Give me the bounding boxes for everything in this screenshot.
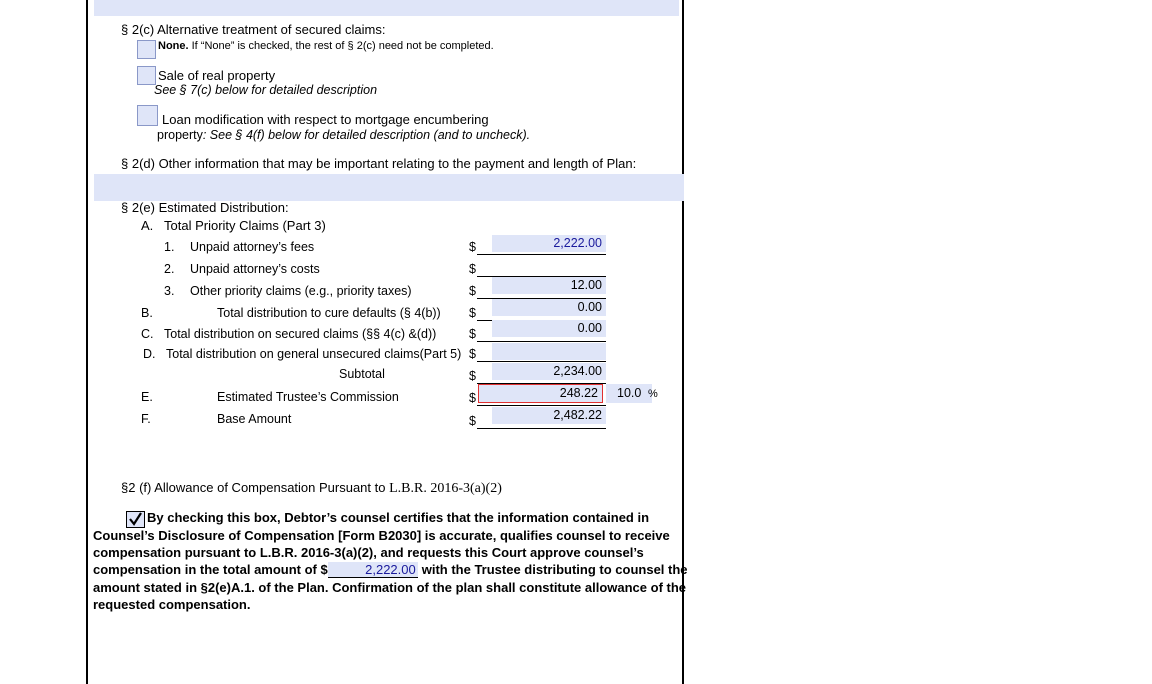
compensation-line-3: compensation pursuant to L.B.R. 2016-3(a)(2), and requests this Court approve counsel’s [93, 545, 644, 560]
other-info-field[interactable] [94, 174, 684, 201]
row-d-underline [477, 361, 606, 362]
none-option [158, 40, 494, 52]
checkmark-icon [127, 512, 144, 527]
compensation-line-1: By checking this box, Debtor’s counsel certifies that the information contained in [147, 510, 650, 525]
loan-label: Loan modification with respect to mortgage encumbering [162, 112, 489, 127]
loan-label2: property [157, 128, 203, 142]
row-e-text: Estimated Trustee’s Commission [217, 390, 399, 404]
row-2-text: Unpaid attorney’s costs [190, 262, 320, 276]
compensation-line-2: Counsel’s Disclosure of Compensation [Form B2030] is accurate, qualifies counsel to receive [93, 528, 670, 543]
trustee-percent-sign: % [648, 388, 658, 400]
section-2c-heading: § 2(c) Alternative treatment of secured claims: [121, 22, 386, 37]
loan-mod-checkbox[interactable] [137, 105, 158, 126]
unsecured-claims-field[interactable] [492, 343, 606, 360]
row-f-underline [477, 428, 606, 429]
row-2-num: 2. [164, 262, 175, 276]
section-2e-heading: § 2(e) Estimated Distribution: [121, 200, 289, 215]
section-2f-heading-rule: L.B.R. 2016-3(a)(2) [389, 481, 502, 496]
text-field-top[interactable] [94, 0, 679, 16]
row-f-label: F. [141, 412, 151, 426]
row-1-text: Unpaid attorney’s fees [190, 240, 315, 254]
row-1-dollar: $ [469, 240, 476, 254]
trustee-commission-field[interactable]: 248.22 [478, 384, 603, 403]
compensation-amount-field[interactable]: 2,222.00 [328, 562, 418, 578]
row-e-underline [477, 405, 606, 406]
compensation-line-4 [93, 562, 688, 578]
row-a-label: A. [141, 218, 154, 233]
compensation-checkbox[interactable] [126, 511, 145, 528]
secured-claims-field[interactable]: 0.00 [492, 320, 606, 337]
section-2f-heading-text: §2 (f) Allowance of Compensation Pursuant to [121, 480, 386, 495]
section-2d-heading: § 2(d) Other information that may be important relating to the payment and length of Plan: [121, 156, 637, 171]
base-amount-field[interactable]: 2,482.22 [492, 407, 606, 424]
attorney-costs-field[interactable] [492, 258, 606, 275]
subtotal-label: Subtotal [339, 367, 385, 381]
row-d-text: Total distribution on general unsecured claims(Part 5) [166, 347, 462, 361]
other-priority-field[interactable]: 12.00 [492, 277, 606, 294]
compensation-line-4-start: compensation in the total amount of $ [93, 562, 328, 577]
none-label: None. [158, 40, 189, 52]
row-1-num: 1. [164, 240, 175, 254]
section-2f-heading [121, 480, 502, 497]
none-checkbox[interactable] [137, 40, 156, 59]
row-d-label: D. [143, 347, 156, 361]
row-1-underline [477, 254, 606, 255]
row-c-underline [477, 341, 606, 342]
compensation-line-4-end: with the Trustee distributing to counsel the [421, 562, 688, 577]
row-d-dollar: $ [469, 347, 476, 361]
compensation-line-6: requested compensation. [93, 597, 251, 612]
attorney-fees-field[interactable]: 2,222.00 [492, 235, 606, 252]
row-f-text: Base Amount [217, 412, 292, 426]
subtotal-dollar: $ [469, 369, 476, 383]
compensation-line-5: amount stated in §2(e)A.1. of the Plan. Confirmation of the plan shall constitute allowance of the [93, 580, 687, 595]
sale-note: See § 7(c) below for detailed description [154, 83, 378, 97]
row-e-dollar: $ [469, 391, 476, 405]
row-3-text: Other priority claims (e.g., priority taxes) [190, 284, 412, 298]
row-3-dollar: $ [469, 284, 476, 298]
row-f-dollar: $ [469, 414, 476, 428]
row-b-dollar: $ [469, 306, 476, 320]
loan-note: : See § 4(f) below for detailed description (and to uncheck). [202, 128, 531, 142]
loan-line2 [157, 128, 530, 142]
row-c-text: Total distribution on secured claims (§§ 4(c) &(d)) [164, 327, 437, 341]
row-e-label: E. [141, 390, 153, 404]
row-b-label: B. [141, 306, 153, 320]
row-2-dollar: $ [469, 262, 476, 276]
row-c-label: C. [141, 327, 154, 341]
row-c-dollar: $ [469, 327, 476, 341]
row-a-text: Total Priority Claims (Part 3) [164, 218, 326, 233]
cure-defaults-field[interactable]: 0.00 [492, 299, 606, 316]
none-note: If “None” is checked, the rest of § 2(c) need not be completed. [191, 40, 494, 52]
sale-label: Sale of real property [158, 68, 276, 83]
row-b-text: Total distribution to cure defaults (§ 4(b)) [217, 306, 441, 320]
trustee-percent-value: 10.0 [617, 386, 642, 400]
subtotal-field[interactable]: 2,234.00 [492, 363, 606, 380]
row-3-num: 3. [164, 284, 175, 298]
